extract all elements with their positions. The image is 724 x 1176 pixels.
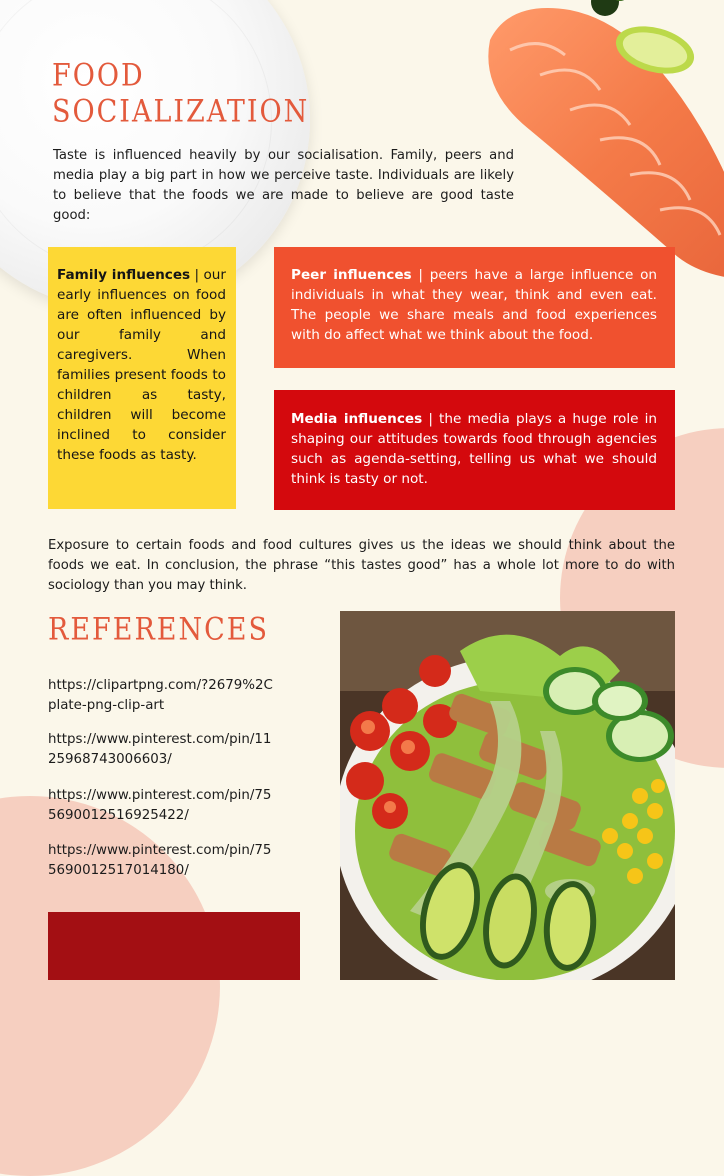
reference-link[interactable]: https://www.pinterest.com/pin/755690012516925422/ [48,788,272,823]
family-influences-heading: Family influences [57,267,191,283]
reference-link[interactable]: https://www.pinterest.com/pin/1125968743006603/ [48,732,272,767]
media-influences-card [274,390,675,510]
conclusion-paragraph: Exposure to certain foods and food cultures gives us the ideas we should think about the foods we eat. In conclusion, the phrase “this tastes good” has a whole lot more to do with sociology than you may think. [48,538,675,593]
family-influences-card [48,247,236,509]
family-influences-text: | our early influences on food are often influenced by our family and caregivers. When families present foods to children as tasty, children will become inclined to consider these foods as tasty. [57,267,226,463]
salad-bowl-image [340,611,675,980]
page-title-line2: SOCIALIZATION [52,94,310,130]
intro-paragraph: Taste is influenced heavily by our socialisation. Family, peers and media play a big part in how we perceive taste. Individuals are likely to believe that the foods we are made to believe are good taste good: [53,148,514,223]
media-influences-text: | the media plays a huge role in shaping our attitudes towards food through agencies such as agenda-setting, telling us what we should think is tasty or not. [291,411,658,487]
decorative-dark-block [48,912,300,980]
reference-link[interactable]: https://www.pinterest.com/pin/755690012517014180/ [48,843,272,878]
page-title-line1: FOOD [52,58,145,94]
peer-influences-text: | peers have a large influence on individuals in what they wear, think and even eat. The people we share meals and food experiences with do affect what we think about the food. [291,267,657,343]
references-title: REFERENCES [48,612,270,648]
peer-influences-heading: Peer influences [291,267,412,283]
media-influences-heading: Media influences [291,411,423,427]
peer-influences-card [274,247,675,368]
reference-link[interactable]: https://clipartpng.com/?2679%2Cplate-png-clip-art [48,678,273,713]
